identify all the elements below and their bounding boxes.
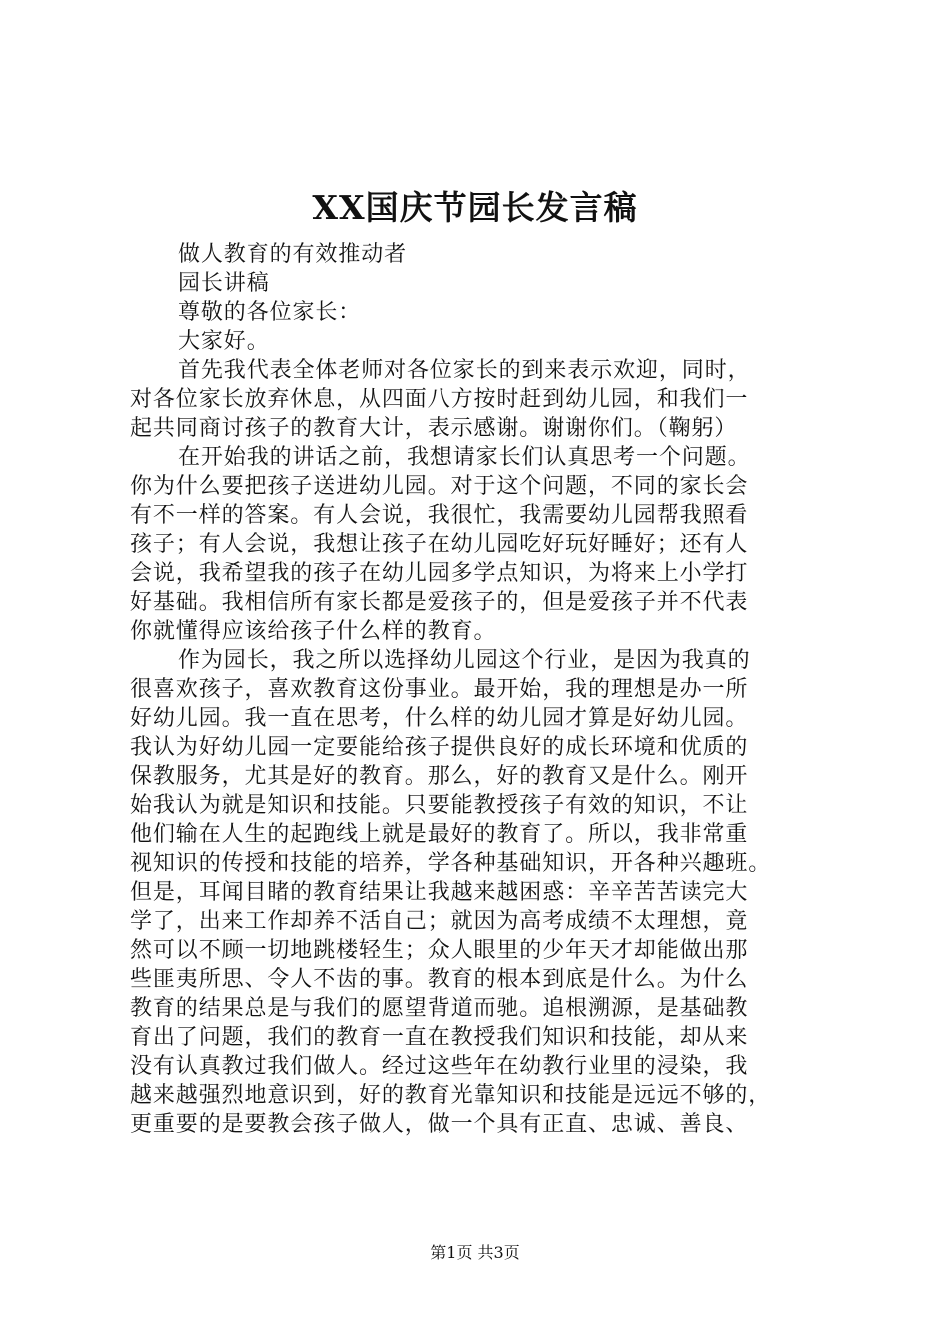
text-line: 大家好。 — [178, 329, 270, 354]
text-line: 对各位家长放弃休息，从四面八方按时赶到幼儿园，和我们一 — [130, 387, 749, 412]
text-line: 但是，耳闻目睹的教育结果让我越来越困惑：辛辛苦苦读完大 — [130, 880, 749, 905]
text-line: 首先我代表全体老师对各位家长的到来表示欢迎，同时， — [178, 358, 751, 383]
text-line: 好幼儿园。我一直在思考，什么样的幼儿园才算是好幼儿园。 — [130, 706, 749, 731]
text-line: 没有认真教过我们做人。经过这些年在幼教行业里的浸染，我 — [130, 1054, 749, 1079]
document-body — [130, 240, 830, 1139]
text-line: 孩子；有人会说，我想让孩子在幼儿园吃好玩好睡好；还有人 — [130, 532, 749, 557]
text-line: 你就懂得应该给孩子什么样的教育。 — [130, 619, 497, 644]
text-line: 教育的结果总是与我们的愿望背道而驰。追根溯源，是基础教 — [130, 996, 749, 1021]
page-footer: 第1页 共3页 — [430, 1243, 520, 1262]
text-line: 些匪夷所思、令人不齿的事。教育的根本到底是什么。为什么 — [130, 967, 749, 992]
text-line: 保教服务，尤其是好的教育。那么，好的教育又是什么。刚开 — [130, 764, 749, 789]
text-line: 起共同商讨孩子的教育大计，表示感谢。谢谢你们。（鞠躬） — [130, 416, 738, 441]
text-line: 在开始我的讲话之前，我想请家长们认真思考一个问题。 — [178, 445, 751, 470]
text-line: 你为什么要把孩子送进幼儿园。对于这个问题，不同的家长会 — [130, 474, 749, 499]
text-line: 越来越强烈地意识到，好的教育光靠知识和技能是远远不够的， — [130, 1083, 772, 1108]
text-line: 学了，出来工作却养不活自己；就因为高考成绩不太理想，竟 — [130, 909, 749, 934]
text-line: 始我认为就是知识和技能。只要能教授孩子有效的知识，不让 — [130, 793, 749, 818]
text-line: 好基础。我相信所有家长都是爱孩子的，但是爱孩子并不代表 — [130, 590, 749, 615]
document-title: XX国庆节园长发言稿 — [312, 188, 638, 227]
text-line: 更重要的是要教会孩子做人，做一个具有正直、忠诚、善良、 — [130, 1112, 749, 1137]
text-line: 尊敬的各位家长： — [178, 300, 362, 325]
text-line: 会说，我希望我的孩子在幼儿园多学点知识，为将来上小学打 — [130, 561, 749, 586]
text-line: 做人教育的有效推动者 — [178, 242, 408, 267]
text-line: 我认为好幼儿园一定要能给孩子提供良好的成长环境和优质的 — [130, 735, 749, 760]
text-line: 有不一样的答案。有人会说，我很忙，我需要幼儿园帮我照看 — [130, 503, 749, 528]
text-line: 视知识的传授和技能的培养，学各种基础知识，开各种兴趣班。 — [130, 851, 772, 876]
text-line: 很喜欢孩子，喜欢教育这份事业。最开始，我的理想是办一所 — [130, 677, 749, 702]
text-line: 园长讲稿 — [178, 271, 270, 296]
text-line: 育出了问题，我们的教育一直在教授我们知识和技能，却从来 — [130, 1025, 749, 1050]
text-line: 作为园长，我之所以选择幼儿园这个行业，是因为我真的 — [178, 648, 751, 673]
text-line: 他们输在人生的起跑线上就是最好的教育了。所以，我非常重 — [130, 822, 749, 847]
text-line: 然可以不顾一切地跳楼轻生；众人眼里的少年天才却能做出那 — [130, 938, 749, 963]
